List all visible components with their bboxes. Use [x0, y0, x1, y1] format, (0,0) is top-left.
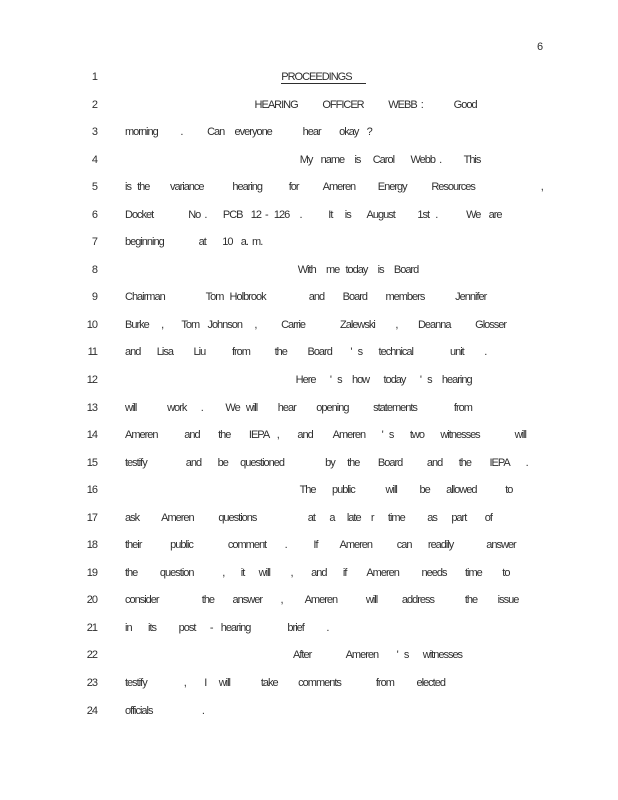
line-number: 7 [91, 236, 97, 249]
line-number: 10 [86, 318, 97, 331]
line-number: 20 [86, 594, 97, 607]
transcript-line [0, 615, 618, 643]
transcript-line [0, 698, 618, 726]
transcript-line [0, 147, 618, 175]
line-number: 15 [86, 456, 97, 469]
line-number: 3 [91, 126, 97, 139]
line-text: the question , it will , and if Ameren needs time to [125, 566, 510, 579]
line-number: 23 [86, 677, 97, 690]
line-number: 18 [86, 539, 97, 552]
line-text: is the variance hearing for Ameren Energy Resources , [125, 181, 543, 194]
line-text: will work . We will hear opening statements from [125, 401, 472, 414]
transcript-line [0, 119, 618, 147]
line-number: 11 [87, 346, 97, 359]
transcript-line [0, 587, 618, 615]
line-number: 21 [86, 621, 97, 634]
line-number: 9 [91, 291, 97, 304]
transcript-line [0, 229, 618, 257]
line-number: 12 [86, 374, 97, 387]
line-text: After Ameren ' s witnesses [125, 649, 463, 662]
line-number: 5 [91, 181, 97, 194]
transcript-line [0, 560, 618, 588]
transcript-line [0, 174, 618, 202]
line-text: Burke , Tom Johnson , Carrie Zalewski , Deanna Glosser [125, 318, 507, 331]
line-text: consider the answer , Ameren will address the issue [125, 594, 519, 607]
line-number: 4 [91, 153, 97, 166]
line-text [125, 64, 366, 92]
transcript-line [0, 257, 618, 285]
transcript-line [0, 450, 618, 478]
transcript-line [0, 339, 618, 367]
line-text: testify and be questioned by the Board and the IEPA . [125, 456, 528, 469]
transcript-line [0, 64, 618, 92]
line-text: My name is Carol Webb . This [125, 153, 481, 166]
line-number: 16 [86, 484, 97, 497]
line-text: officials . [125, 704, 204, 717]
line-text: Here ' s how today ' s hearing [125, 374, 472, 387]
line-number: 24 [86, 704, 97, 717]
line-indent [125, 71, 281, 83]
line-number: 2 [91, 98, 97, 111]
line-text: morning . Can everyone hear okay ? [125, 126, 372, 139]
line-text: ask Ameren questions at a late r time as part of [125, 511, 492, 524]
line-number: 14 [86, 429, 97, 442]
line-text: beginning at 10 a. m. [125, 236, 263, 249]
line-text: their public comment . If Ameren can readily answer [125, 539, 516, 552]
line-text: and Lisa Liu from the Board ' s technical unit . [125, 346, 487, 359]
line-number: 13 [86, 401, 97, 414]
line-text: Ameren and the IEPA , and Ameren ' s two witnesses will [125, 429, 526, 442]
line-number: 22 [86, 649, 97, 662]
transcript-line [0, 395, 618, 423]
proceedings-heading: PROCEEDINGS [281, 71, 366, 83]
transcript-line [0, 202, 618, 230]
line-number: 17 [86, 511, 97, 524]
transcript-line [0, 477, 618, 505]
line-text: Chairman Tom Holbrook and Board members Jennifer [125, 291, 487, 304]
line-text: With me today is Board [125, 263, 419, 276]
line-number: 1 [91, 71, 97, 83]
transcript-line [0, 532, 618, 560]
transcript-line [0, 670, 618, 698]
line-number: 19 [86, 566, 97, 579]
page-number: 6 [537, 41, 543, 53]
line-number: 8 [91, 263, 97, 276]
transcript-line [0, 367, 618, 395]
line-text: in its post - hearing brief . [125, 621, 329, 634]
line-text: The public will be allowed to [125, 484, 513, 497]
line-text: Docket No . PCB 12 - 126 . It is August 1st . We are [125, 208, 502, 221]
transcript-line [0, 505, 618, 533]
transcript-line [0, 284, 618, 312]
transcript-line [0, 92, 618, 120]
line-number: 6 [91, 208, 97, 221]
transcript-line [0, 422, 618, 450]
transcript-line [0, 642, 618, 670]
line-text: HEARING OFFICER WEBB : Good [125, 98, 477, 111]
transcript-line [0, 312, 618, 340]
line-text: testify , I will take comments from elected [125, 677, 445, 690]
transcript-body [0, 64, 618, 725]
